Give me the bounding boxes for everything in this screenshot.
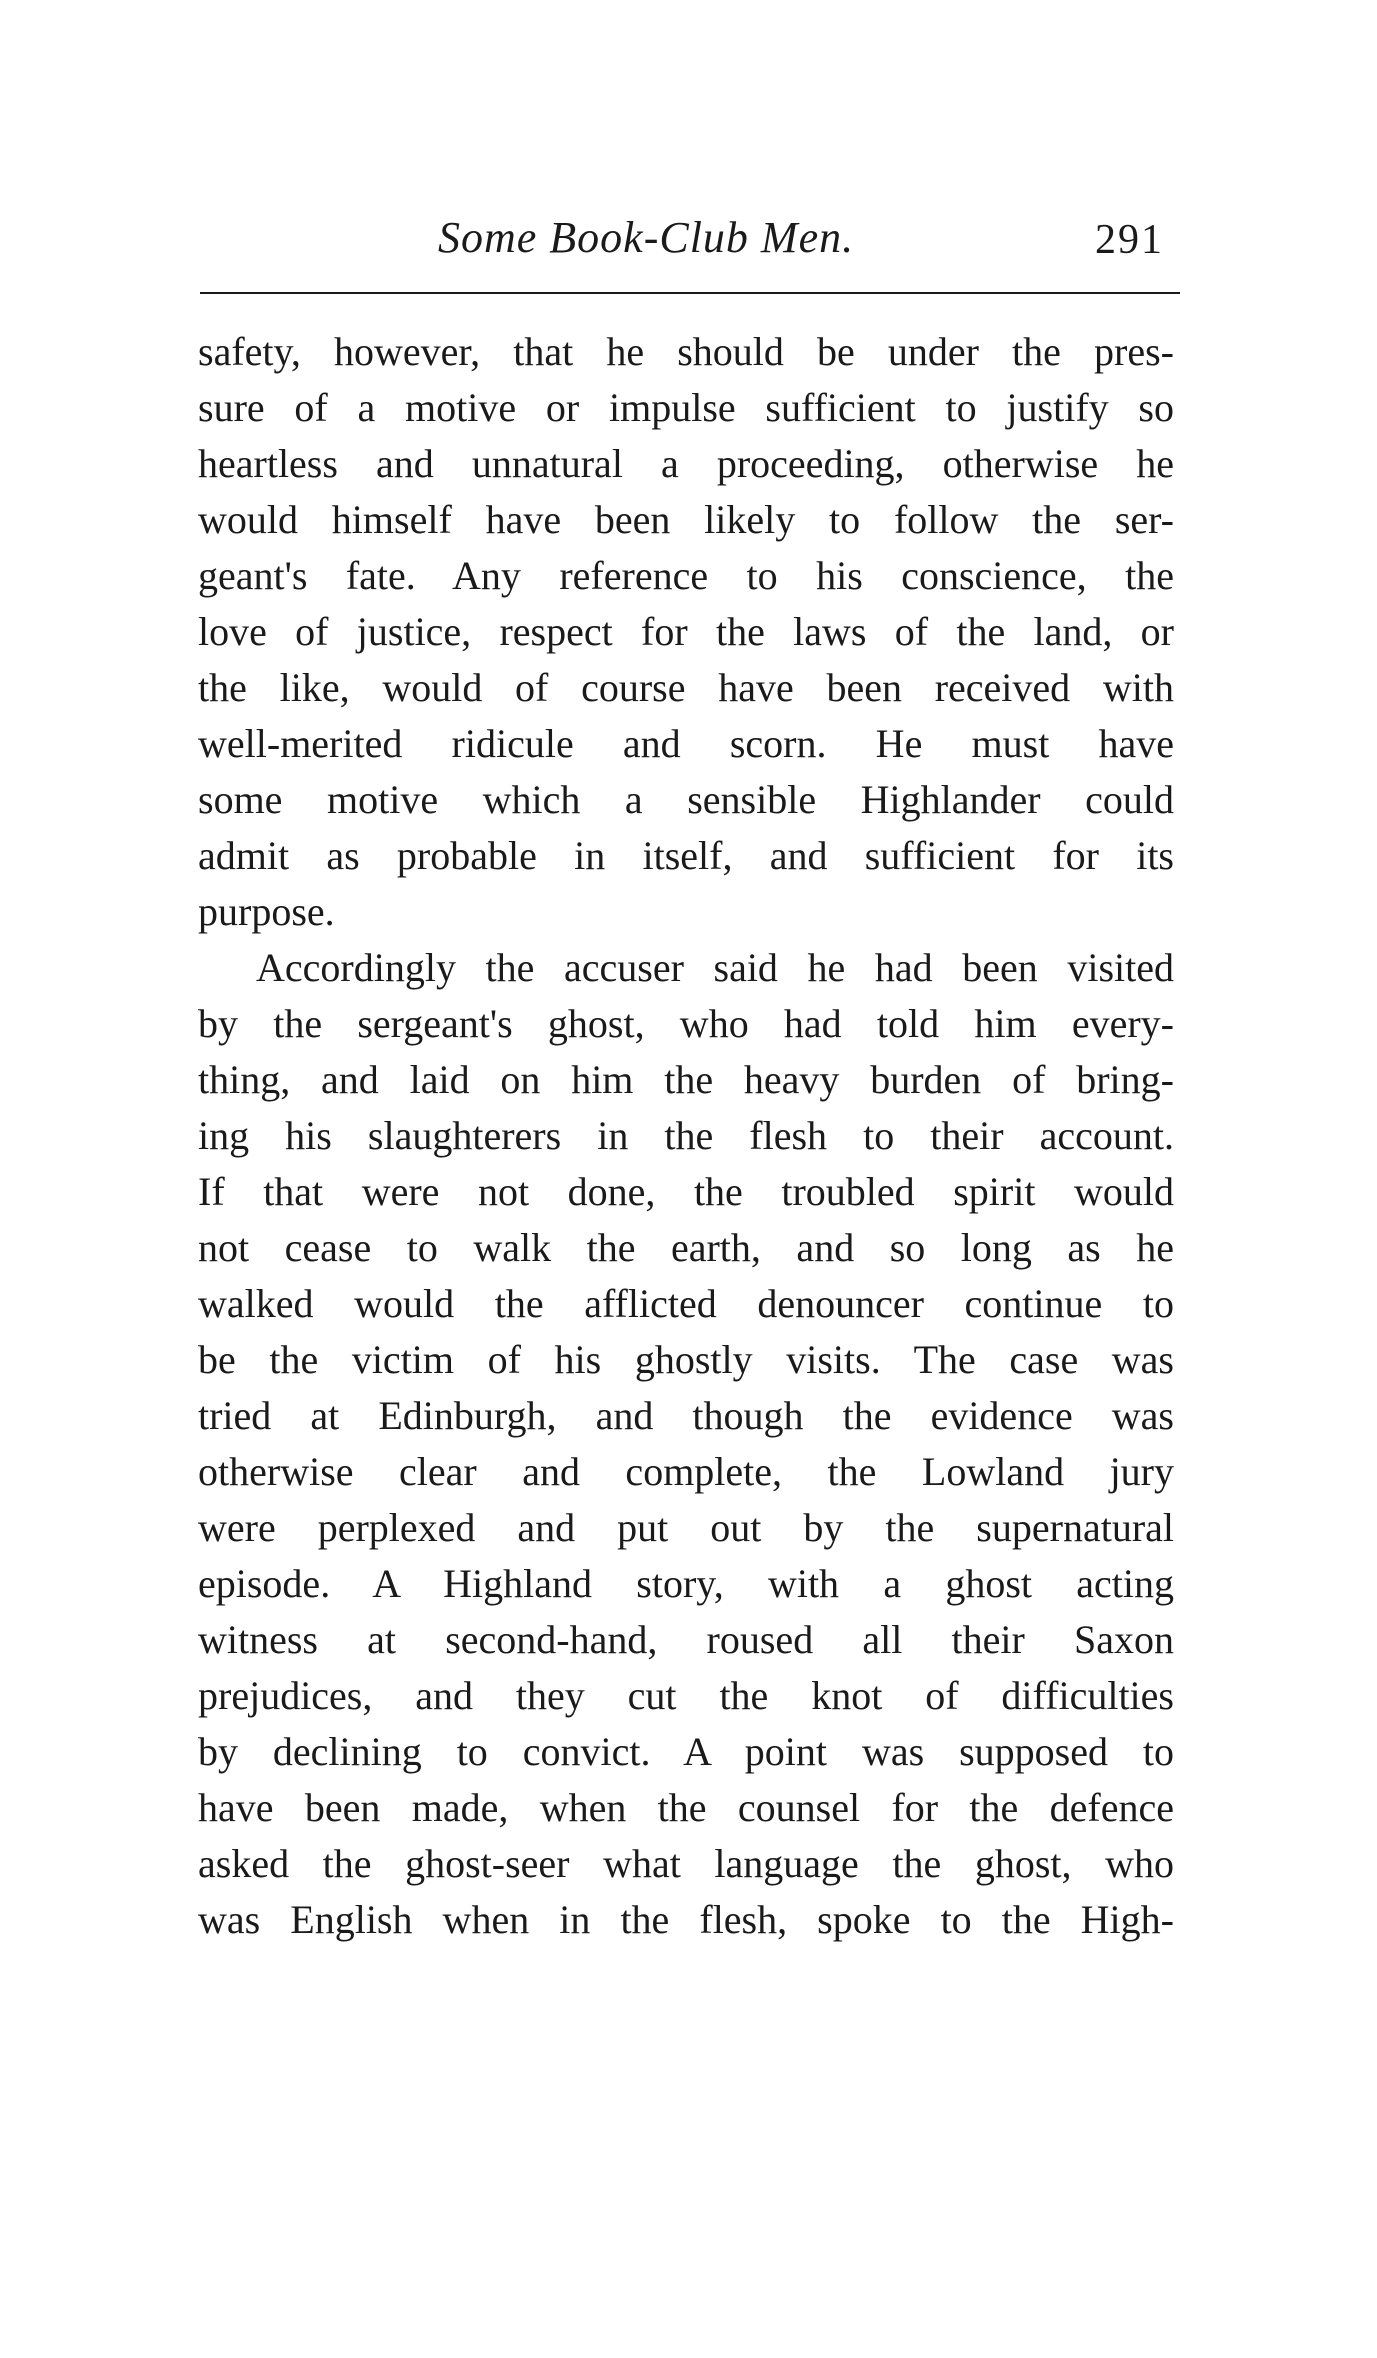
text-line: well-merited ridicule and scorn. He must have	[198, 721, 1174, 766]
text-line: purpose.	[198, 889, 335, 934]
running-title: Some Book-Club Men.	[438, 213, 855, 262]
body-text	[198, 324, 1174, 1948]
text-line: sure of a motive or impulse sufficient to justify so	[198, 385, 1174, 430]
text-line: asked the ghost-seer what language the ghost, who	[198, 1841, 1174, 1886]
text-line: have been made, when the counsel for the defence	[198, 1785, 1174, 1830]
text-line: were perplexed and put out by the supernatural	[198, 1505, 1174, 1550]
text-line: walked would the afflicted denouncer continue to	[198, 1281, 1174, 1326]
text-line: geant's fate. Any reference to his conscience, the	[198, 553, 1174, 598]
text-line: episode. A Highland story, with a ghost acting	[198, 1561, 1174, 1606]
text-line: If that were not done, the troubled spirit would	[198, 1169, 1174, 1214]
text-line: was English when in the flesh, spoke to the High-	[198, 1897, 1174, 1942]
text-line: prejudices, and they cut the knot of difficulties	[198, 1673, 1174, 1718]
text-line: not cease to walk the earth, and so long as he	[198, 1225, 1174, 1270]
text-line: witness at second-hand, roused all their Saxon	[198, 1617, 1174, 1662]
text-line: by the sergeant's ghost, who had told him every-	[198, 1001, 1174, 1046]
text-line: be the victim of his ghostly visits. The case was	[198, 1337, 1174, 1382]
text-line: heartless and unnatural a proceeding, otherwise he	[198, 441, 1174, 486]
text-line: Accordingly the accuser said he had been visited	[256, 945, 1174, 990]
text-line: safety, however, that he should be under the pres-	[198, 329, 1174, 374]
text-line: love of justice, respect for the laws of the land, or	[198, 609, 1174, 654]
header-rule	[200, 292, 1180, 294]
text-line: otherwise clear and complete, the Lowland jury	[198, 1449, 1174, 1494]
text-line: ing his slaughterers in the flesh to their account.	[198, 1113, 1174, 1158]
text-line: thing, and laid on him the heavy burden of bring-	[198, 1057, 1174, 1102]
text-line: would himself have been likely to follow the ser-	[198, 497, 1174, 542]
text-line: some motive which a sensible Highlander could	[198, 777, 1174, 822]
text-line: admit as probable in itself, and sufficient for its	[198, 833, 1174, 878]
text-line: by declining to convict. A point was supposed to	[198, 1729, 1174, 1774]
text-line: tried at Edinburgh, and though the evidence was	[198, 1393, 1174, 1438]
running-head	[200, 212, 1180, 282]
page-number: 291	[1095, 217, 1164, 263]
text-line: the like, would of course have been received with	[198, 665, 1174, 710]
